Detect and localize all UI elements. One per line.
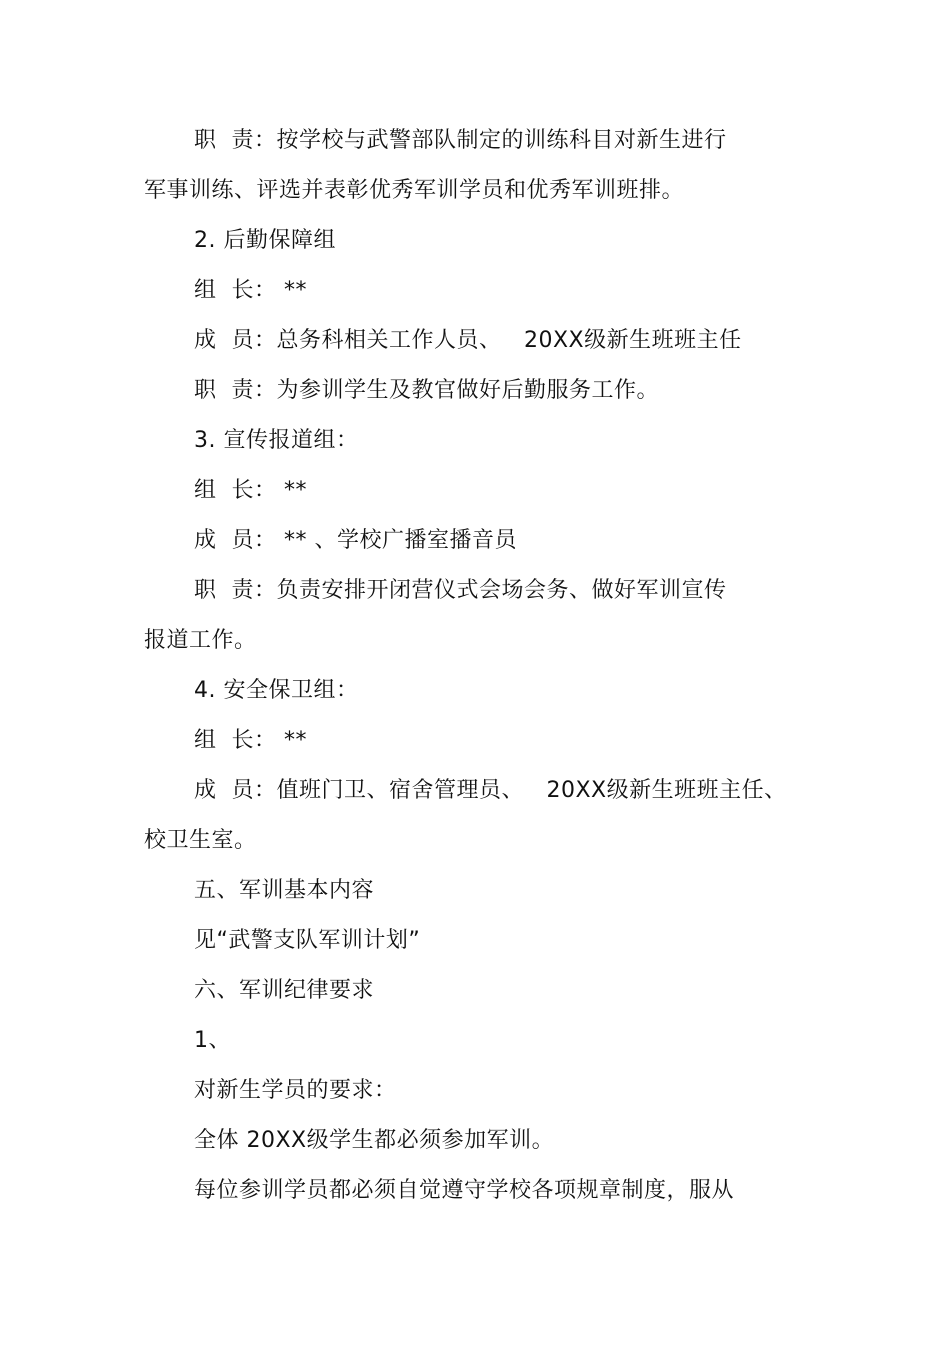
- duty-line-training: 职 责：按学校与武警部队制定的训练科目对新生进行: [194, 128, 727, 153]
- members-line-logistics: 成 员：总务科相关工作人员、 20XX级新生班班主任: [194, 328, 742, 353]
- list-number-line: 1、: [194, 1028, 231, 1053]
- requirement-rules-line: 每位参训学员都必须自觉遵守学校各项规章制度，服从: [194, 1178, 735, 1203]
- duty-line-publicity: 职 责：负责安排开闭营仪式会场会务、做好军训宣传: [194, 578, 727, 603]
- content-reference-line: 见“武警支队军训计划”: [194, 928, 421, 953]
- members-line-publicity: 成 员： ** 、学校广播室播音员: [194, 528, 517, 553]
- members-line-security: 成 员：值班门卫、宿舍管理员、 20XX级新生班班主任、: [194, 778, 787, 803]
- section-heading-discipline: 六、军训纪律要求: [194, 978, 375, 1003]
- duty-line-training-cont: 军事训练、评选并表彰优秀军训学员和优秀军训班排。: [144, 178, 685, 203]
- section-heading-security: 4. 安全保卫组：: [194, 678, 359, 703]
- section-heading-content: 五、军训基本内容: [194, 878, 375, 903]
- leader-line-publicity: 组 长： **: [194, 478, 307, 503]
- leader-line-security: 组 长： **: [194, 728, 307, 753]
- section-heading-logistics: 2. 后勤保障组: [194, 228, 336, 253]
- section-heading-publicity: 3. 宣传报道组：: [194, 428, 359, 453]
- requirement-all-students-line: 全体 20XX级学生都必须参加军训。: [194, 1128, 555, 1153]
- requirements-heading-line: 对新生学员的要求：: [194, 1078, 397, 1103]
- members-line-security-cont: 校卫生室。: [144, 828, 257, 853]
- leader-line-logistics: 组 长： **: [194, 278, 307, 303]
- duty-line-logistics: 职 责：为参训学生及教官做好后勤服务工作。: [194, 378, 659, 403]
- duty-line-publicity-cont: 报道工作。: [144, 628, 257, 653]
